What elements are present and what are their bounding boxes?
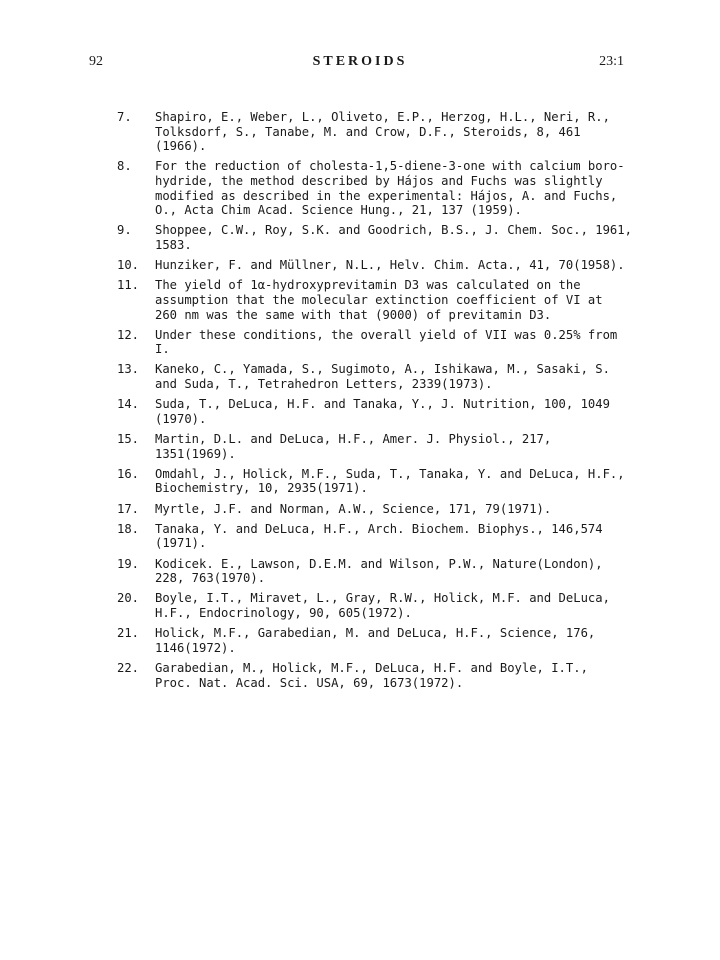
- reference-item: [117, 159, 637, 217]
- reference-number: 8.: [117, 159, 132, 174]
- reference-number: 11.: [117, 278, 140, 293]
- reference-item: [117, 467, 637, 496]
- reference-item: [117, 110, 637, 154]
- reference-item: [117, 328, 637, 357]
- reference-text: Suda, T., DeLuca, H.F. and Tanaka, Y., J. Nutrition, 100, 1049 (1970).: [155, 397, 610, 426]
- reference-text: Kaneko, C., Yamada, S., Sugimoto, A., Ishikawa, M., Sasaki, S. and Suda, T., Tetrahedron Letters, 2339(1973).: [155, 362, 610, 392]
- reference-number: 13.: [117, 362, 140, 377]
- reference-item: [117, 626, 637, 655]
- reference-text: Boyle, I.T., Miravet, L., Gray, R.W., Holick, M.F. and DeLuca, H.F., Endocrinology, 90, 605(1972).: [155, 591, 610, 620]
- page-number: 92: [89, 54, 103, 69]
- reference-text: Holick, M.F., Garabedian, M. and DeLuca, H.F., Science, 176, 1146(1972).: [155, 626, 596, 655]
- issue-number: 23:1: [599, 54, 624, 69]
- reference-item: [117, 278, 637, 322]
- reference-text: Kodicek. E., Lawson, D.E.M. and Wilson, P.W., Nature(London), 228, 763(1970).: [155, 556, 603, 586]
- reference-item: [117, 223, 637, 252]
- reference-item: [117, 502, 637, 517]
- reference-text: Shoppee, C.W., Roy, S.K. and Goodrich, B.S., J. Chem. Soc., 1961, 1583.: [155, 223, 632, 252]
- reference-number: 10.: [117, 258, 140, 273]
- reference-text: Tanaka, Y. and DeLuca, H.F., Arch. Biochem. Biophys., 146,574 (1971).: [155, 521, 603, 551]
- journal-title: STEROIDS: [312, 54, 408, 69]
- reference-text: Garabedian, M., Holick, M.F., DeLuca, H.F. and Boyle, I.T., Proc. Nat. Acad. Sci. USA, 69, 1673(1972).: [155, 660, 588, 690]
- reference-text: Omdahl, J., Holick, M.F., Suda, T., Tanaka, Y. and DeLuca, H.F., Biochemistry, 10, 2935(1971).: [155, 466, 625, 496]
- reference-text: Shapiro, E., Weber, L., Oliveto, E.P., Herzog, H.L., Neri, R., Tolksdorf, S., Tanabe, M. and Crow, D.F., Steroids, 8, 461 (1966).: [155, 110, 610, 154]
- reference-text: For the reduction of cholesta-1,5-diene-3-one with calcium boro- hydride, the method described by Hájos and Fuchs was slightly modified as described in the experimental: Hájos, A. and Fuchs, O., Acta Chim Acad. Science Hung., 21, 137 (1959).: [155, 159, 625, 218]
- page-header: [0, 54, 720, 74]
- reference-number: 17.: [117, 501, 140, 516]
- reference-item: [117, 591, 637, 620]
- reference-number: 12.: [117, 327, 140, 342]
- reference-text: The yield of 1α-hydroxyprevitamin D3 was calculated on the assumption that the molecular extinction coefficient of VI at 260 nm was the same with that (9000) of previtamin D3.: [155, 278, 603, 322]
- reference-item: [117, 557, 637, 586]
- reference-number: 7.: [117, 110, 132, 124]
- reference-item: [117, 432, 637, 461]
- reference-number: 14.: [117, 397, 140, 412]
- reference-number: 18.: [117, 521, 140, 536]
- reference-item: [117, 258, 637, 273]
- reference-number: 21.: [117, 626, 140, 641]
- reference-number: 15.: [117, 432, 140, 447]
- reference-number: 19.: [117, 556, 140, 571]
- reference-item: [117, 362, 637, 391]
- reference-text: Under these conditions, the overall yield of VII was 0.25% from I.: [155, 327, 618, 357]
- reference-list: [117, 110, 637, 696]
- reference-number: 20.: [117, 591, 140, 606]
- reference-number: 9.: [117, 223, 132, 238]
- reference-number: 22.: [117, 660, 140, 675]
- reference-number: 16.: [117, 466, 140, 481]
- reference-item: [117, 522, 637, 551]
- reference-text: Myrtle, J.F. and Norman, A.W., Science, 171, 79(1971).: [155, 501, 552, 516]
- reference-text: Martin, D.L. and DeLuca, H.F., Amer. J. Physiol., 217, 1351(1969).: [155, 432, 552, 461]
- reference-text: Hunziker, F. and Müllner, N.L., Helv. Chim. Acta., 41, 70(1958).: [155, 258, 625, 273]
- reference-item: [117, 397, 637, 426]
- reference-item: [117, 661, 637, 690]
